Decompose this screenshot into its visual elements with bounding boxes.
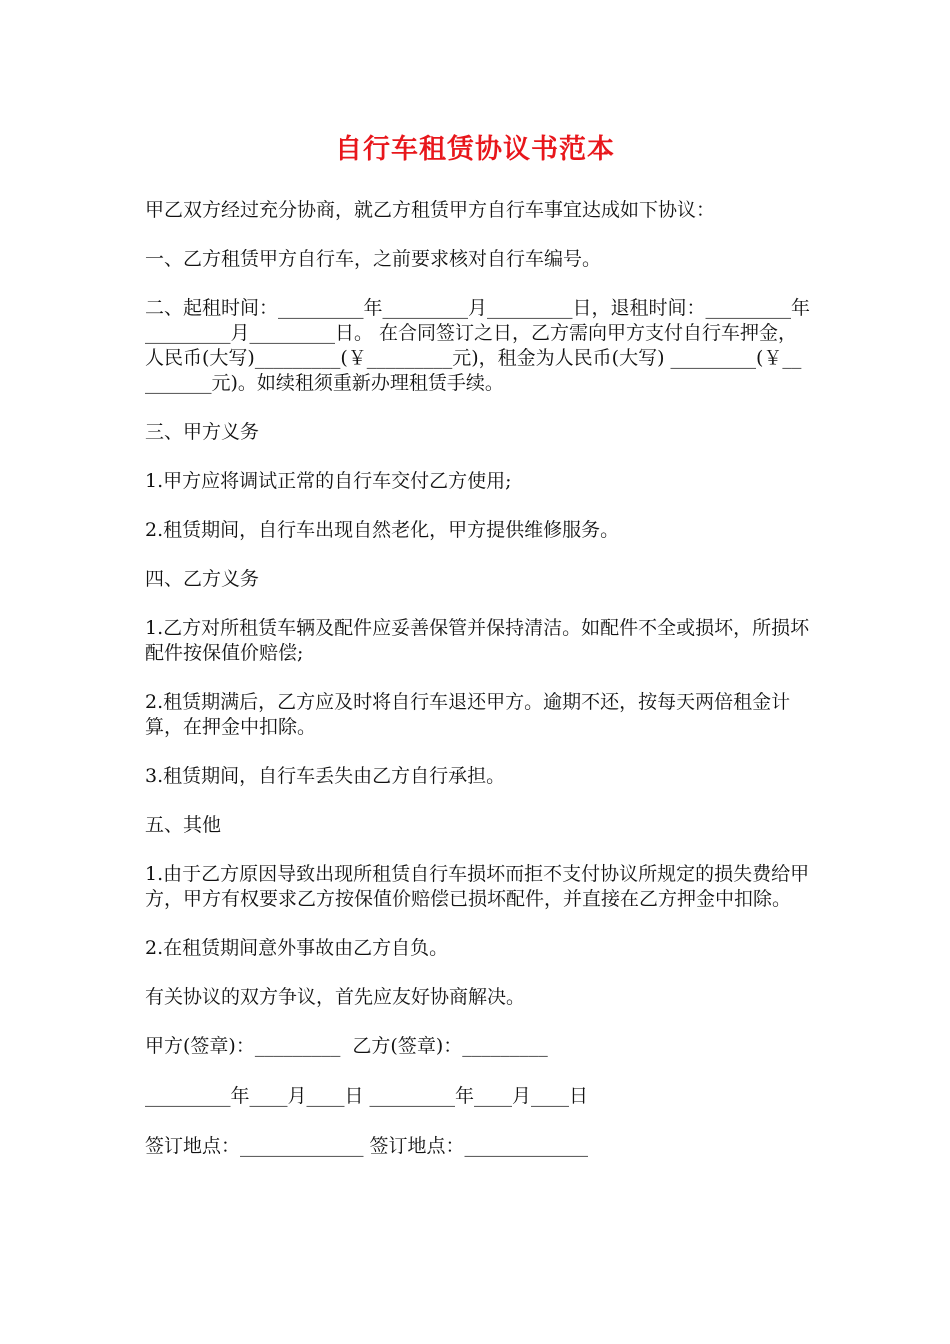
other-clause-1: 1.由于乙方原因导致出现所租赁自行车损坏而拒不支付协议所规定的损失费给甲方，甲方有权要求乙方按保值价赔偿已损坏配件，并直接在乙方押金中扣除。 xyxy=(145,863,810,910)
other-clause-2: 2.在租赁期间意外事故由乙方自负。 xyxy=(145,937,449,959)
party-b-obligation-2: 2.租赁期满后，乙方应及时将自行车退还甲方。逾期不还，按每天两倍租金计算，在押金中扣除。 xyxy=(145,691,791,738)
clause-1: 一、乙方租赁甲方自行车，之前要求核对自行车编号。 xyxy=(145,248,602,270)
section-heading-other: 五、其他 xyxy=(145,814,222,836)
signature-places-line: 签订地点：_____________ 签订地点：_____________ xyxy=(145,1135,589,1157)
signature-parties-line: 甲方(签章)：_________ 乙方(签章)：_________ xyxy=(145,1035,548,1057)
section-heading-party-a-obligations: 三、甲方义务 xyxy=(145,421,260,443)
document-body xyxy=(145,198,810,1184)
intro-paragraph: 甲乙双方经过充分协商，就乙方租赁甲方自行车事宜达成如下协议： xyxy=(145,199,716,221)
party-b-obligation-3: 3.租赁期间，自行车丢失由乙方自行承担。 xyxy=(145,765,506,787)
party-b-obligation-1: 1.乙方对所租赁车辆及配件应妥善保管并保持清洁。如配件不全或损坏，所损坏配件按保值价赔偿; xyxy=(145,617,810,664)
dispute-clause: 有关协议的双方争议，首先应友好协商解决。 xyxy=(145,986,526,1008)
document-title: 自行车租赁协议书范本 xyxy=(335,134,615,165)
signature-dates-line: _________年____月____日 _________年____月____日 xyxy=(145,1085,589,1107)
party-a-obligation-1: 1.甲方应将调试正常的自行车交付乙方使用; xyxy=(145,470,512,492)
party-a-obligation-2: 2.租赁期间，自行车出现自然老化，甲方提供维修服务。 xyxy=(145,519,620,541)
clause-2-rental-period: 二、起租时间：_________年_________月_________日，退租时间：_________年_________月_________日。 在合同签订之日，乙方需向甲方支付自行车押金，人民币(大写)_________(￥_________元)，租金为人民币(大写) _________(￥_________元)。如续租须重新办理租赁手续。 xyxy=(145,297,811,394)
section-heading-party-b-obligations: 四、乙方义务 xyxy=(145,568,260,590)
